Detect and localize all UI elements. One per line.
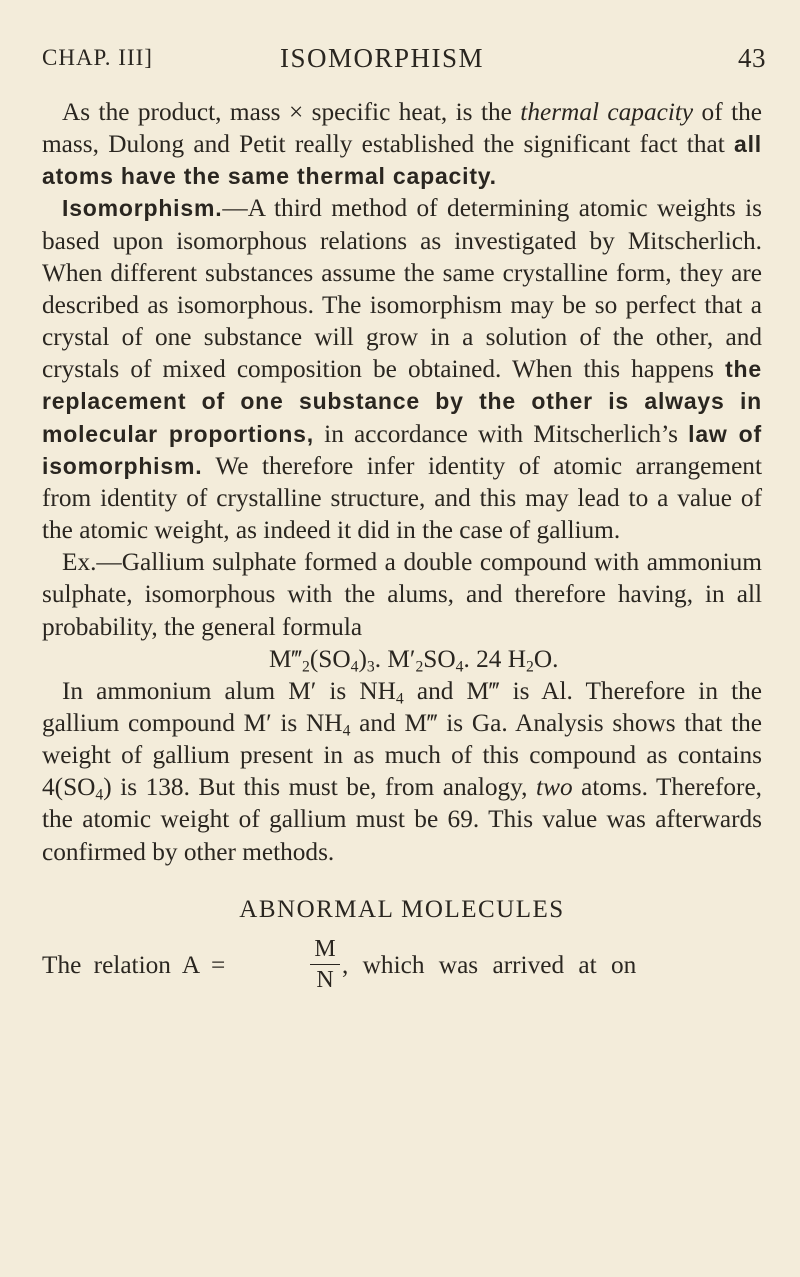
- paragraph-thermal-capacity: [42, 96, 762, 192]
- text-run: As the product, mass × specific heat, is the: [62, 98, 521, 126]
- text-run: We therefore infer identity of atomic arrangement from identity of crystalline structure, and this may lead to a value of the atomic weight, as indeed it did in the case of gallium.: [42, 451, 762, 545]
- text-run: of the mass, Dulong and Petit really established the significant fact that: [42, 98, 762, 159]
- page-number: 43: [738, 43, 766, 73]
- formula-part: ): [358, 644, 367, 673]
- formula-part: M‴: [269, 644, 303, 673]
- subscript: 4: [455, 658, 464, 676]
- paragraph-gallium-analysis: [42, 675, 762, 868]
- subscript: 2: [526, 658, 534, 676]
- emphasis-two: two: [536, 773, 573, 802]
- subscript: 2: [302, 658, 310, 676]
- text-run: and M‴ is Al. Therefore in the gallium compound M′ is NH: [42, 676, 762, 737]
- formula-part: . 24 H: [463, 644, 527, 673]
- relation-line: [42, 934, 762, 1004]
- running-title: ISOMORPHISM: [280, 43, 485, 73]
- subscript: 4: [395, 690, 404, 708]
- formula-part: SO: [423, 644, 456, 673]
- text-run: In ammonium alum M′ is NH: [62, 676, 396, 705]
- subscript: 3: [366, 658, 375, 676]
- page-body: [42, 96, 762, 1004]
- text-run: ) is 138. But this must be, from analogy,: [103, 773, 537, 802]
- subscript: 4: [95, 786, 104, 804]
- fraction-numerator: M: [310, 934, 340, 965]
- running-header: [42, 38, 766, 78]
- text-run: atoms. Therefore, the atomic weight of gallium must be 69. This value was afterwards confirmed by other methods.: [42, 773, 762, 866]
- subscript: 4: [342, 722, 351, 740]
- fraction: [310, 934, 340, 995]
- text-run: in accordance with Mitscherlich’s: [313, 419, 689, 448]
- bold-statement: all atoms have the same thermal capacity.: [42, 131, 762, 190]
- relation-lhs: The relation A =: [42, 950, 226, 979]
- subscript: 4: [350, 658, 359, 676]
- formula-part: O.: [533, 644, 559, 673]
- paragraph-example: Ex.—Gallium sulphate formed a double compound with ammonium sulphate, isomorphous with the alums, and therefore having, in all probability, the general formula: [42, 548, 762, 641]
- bold-statement: the replacement of one substance by the other is always in molecular proportions,: [42, 356, 762, 447]
- fraction-denominator: N: [316, 966, 334, 993]
- formula-part: . M′: [374, 644, 416, 673]
- section-heading: ABNORMAL MOLECULES: [239, 895, 565, 923]
- relation-rhs: , which was arrived at on: [342, 950, 637, 979]
- text-run: and M‴ is Ga. Analysis shows that the weight of gallium present in as much of this compound as contains 4(SO: [42, 708, 762, 802]
- text-run: —A third method of determining atomic weights is based upon isomorphous relations as investigated by Mitscherlich. When different substances assume the same crystalline form, they are described as isomorphous. The isomorphism may be so perfect that a crystal of one substance will grow in a solution of the other, and crystals of mixed composition be obtained. When this happens: [42, 194, 762, 384]
- alum-formula: [42, 643, 762, 675]
- side-heading-isomorphism: Isomorphism.: [62, 195, 223, 222]
- emphasis-thermal-capacity: thermal capacity: [520, 98, 694, 126]
- paragraph-isomorphism: [42, 192, 762, 546]
- formula-part: (SO: [309, 644, 351, 673]
- subscript: 2: [415, 658, 424, 676]
- chapter-label: CHAP. III]: [42, 45, 153, 70]
- bold-law-name: law of isomorphism.: [42, 420, 762, 479]
